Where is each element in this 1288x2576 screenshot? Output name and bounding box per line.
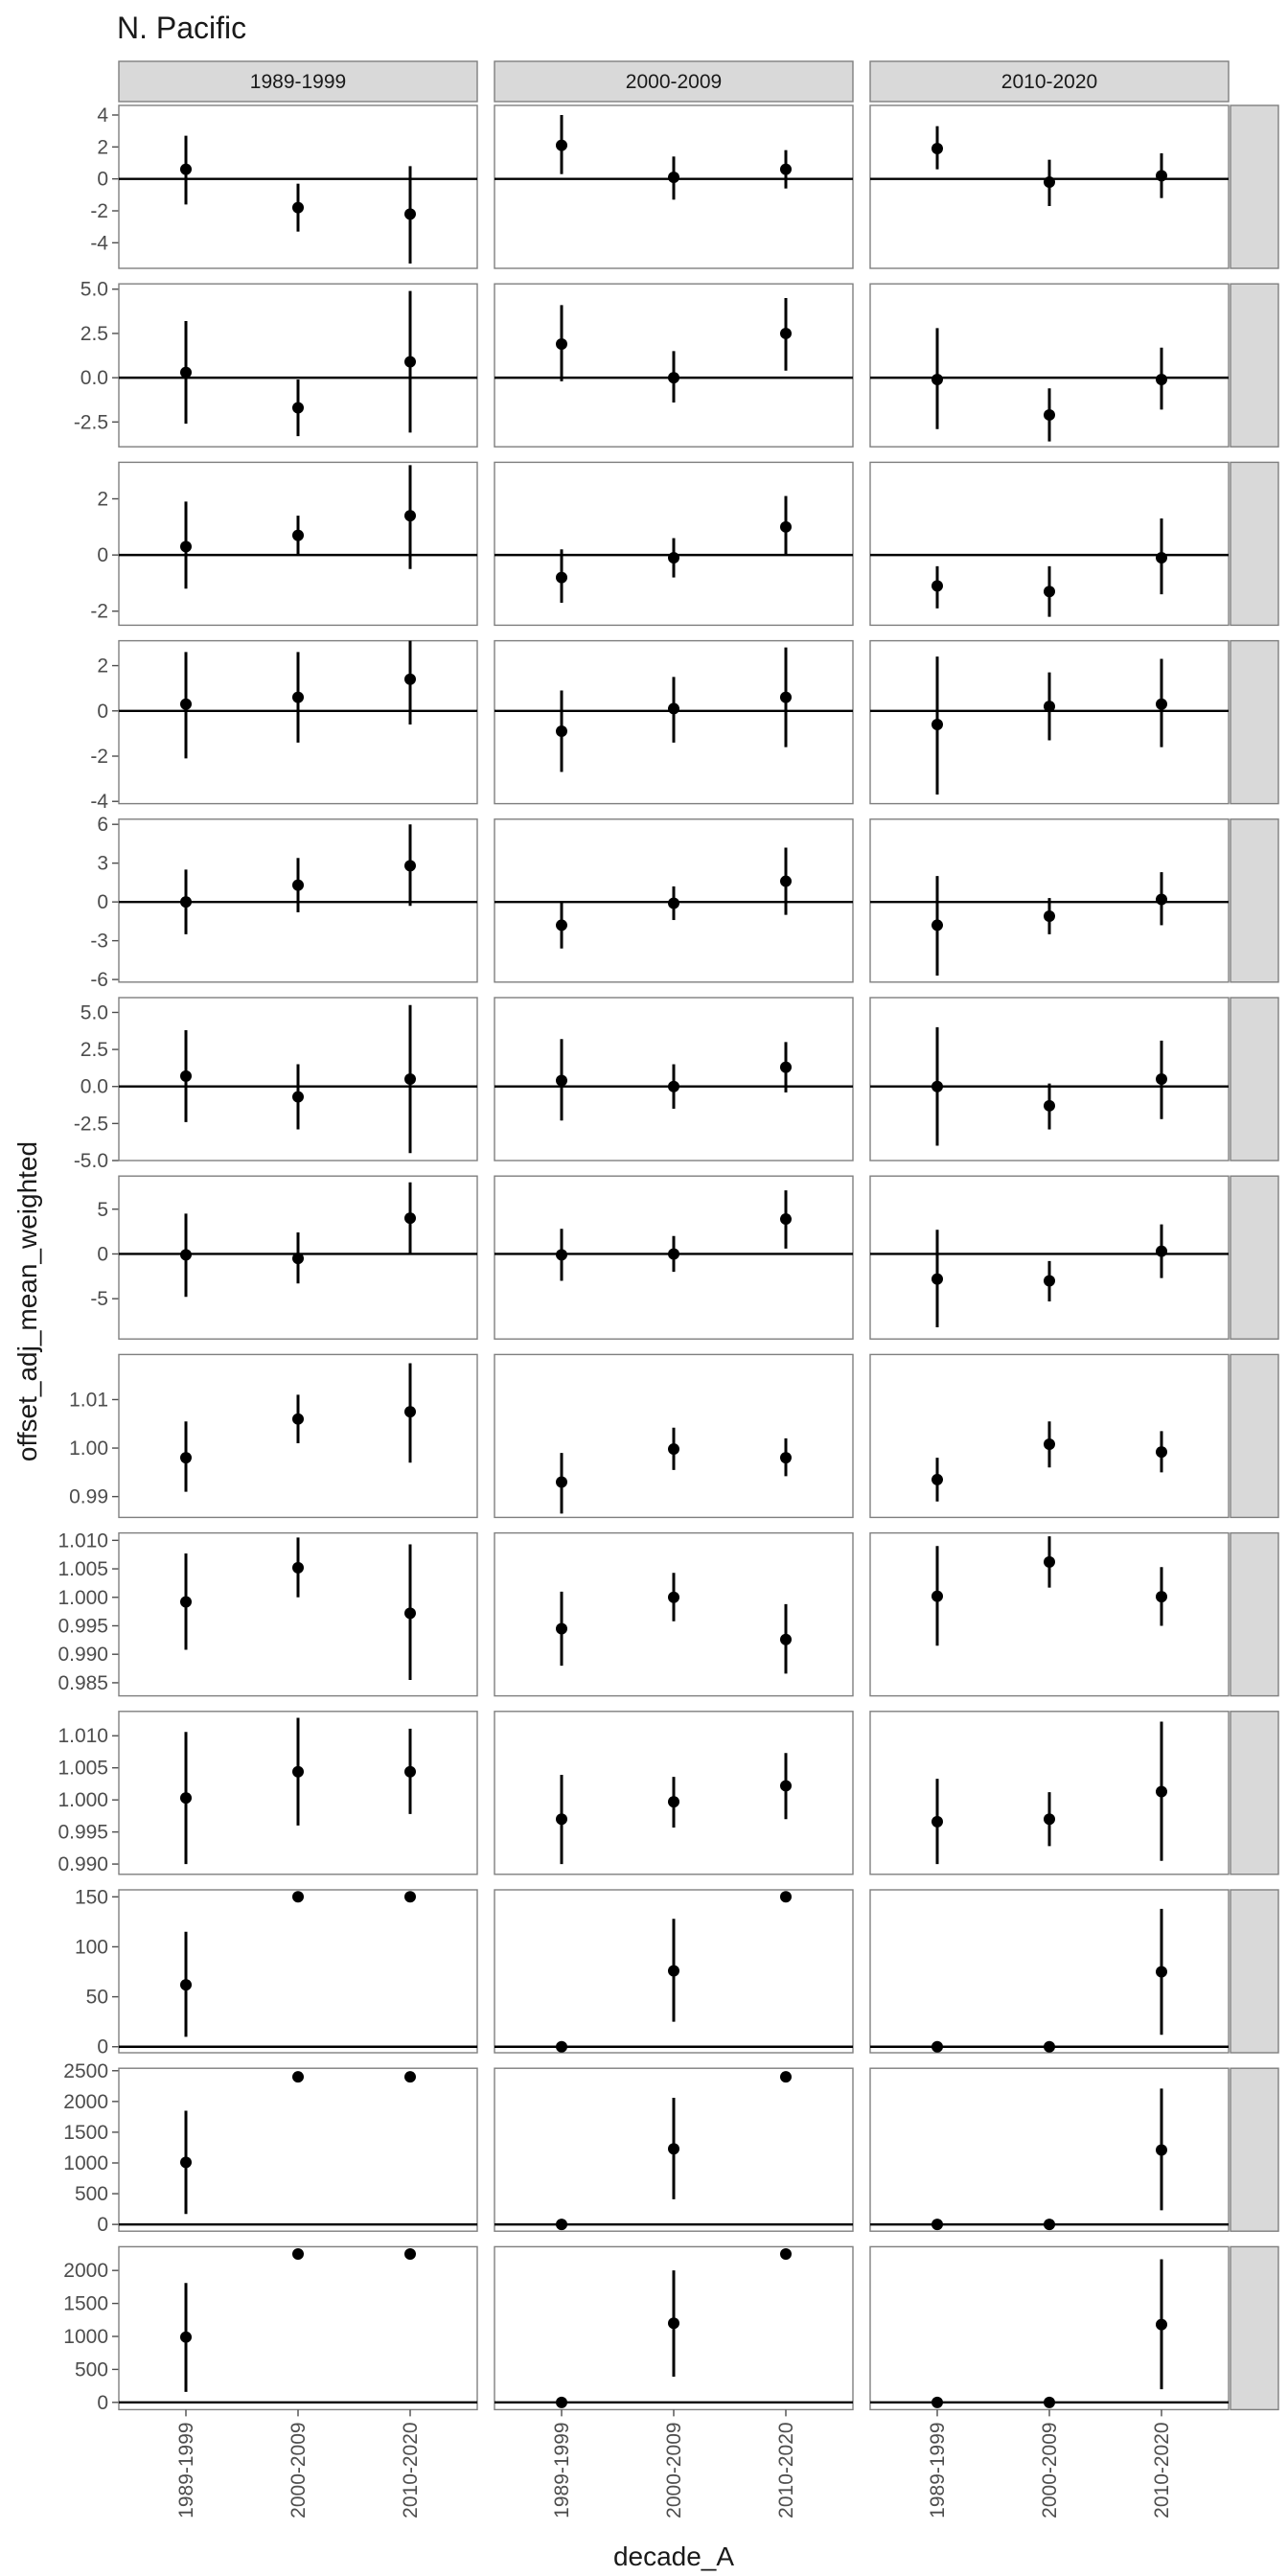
y-tick-label: 2500 <box>63 2059 108 2082</box>
col-strip-1 <box>119 61 477 102</box>
x-tick-label: 2010-2020 <box>400 2422 422 2518</box>
data-point-2010-2020 <box>780 164 792 175</box>
data-point-2010-2020 <box>404 2071 416 2082</box>
x-axis-title: decade_A <box>612 2542 735 2571</box>
data-point-2000-2009 <box>668 1796 679 1807</box>
data-point-1989-1999 <box>180 896 192 908</box>
y-tick-label: 0.99 <box>69 1485 108 1508</box>
data-point-1989-1999 <box>556 1249 567 1260</box>
col-strip-3 <box>870 61 1229 102</box>
panel-cstar_phosphate-2010-2020 <box>870 284 1229 447</box>
y-tick-label: 0 <box>97 2214 108 2237</box>
data-point-2000-2009 <box>668 897 679 908</box>
y-tick-label: 0.990 <box>58 1644 108 1667</box>
y-tick-label: 1.000 <box>58 1586 108 1609</box>
row-strip-bg <box>1230 819 1278 982</box>
data-point-2000-2009 <box>1044 2041 1055 2053</box>
data-point-2010-2020 <box>404 1073 416 1085</box>
y-tick-label: -3 <box>90 930 108 953</box>
data-point-1989-1999 <box>556 1075 567 1087</box>
row-strip-silicate <box>1230 1712 1278 1874</box>
data-point-1989-1999 <box>180 1979 192 1990</box>
data-point-1989-1999 <box>556 572 567 584</box>
row-strip-cstar_tco2 <box>1230 641 1278 804</box>
data-point-2010-2020 <box>404 674 416 685</box>
data-point-2010-2020 <box>1156 374 1167 385</box>
y-tick-label: 1.00 <box>69 1438 108 1460</box>
y-tick-label: 0.995 <box>58 1821 108 1844</box>
row-strip-tco2_mean <box>1230 2246 1278 2409</box>
panel-cstar_total_phosphate-1989-1999 <box>119 1176 477 1339</box>
y-tick-label: 3 <box>97 852 108 875</box>
data-point-2000-2009 <box>1044 2219 1055 2230</box>
y-tick-label: -5.0 <box>73 1150 108 1172</box>
y-tick-label: 1.010 <box>58 1725 108 1748</box>
data-point-1989-1999 <box>180 1452 192 1463</box>
row-strip-bg <box>1230 1354 1278 1517</box>
y-tick-label: 0 <box>97 700 108 723</box>
data-point-1989-1999 <box>932 2397 943 2408</box>
data-point-2010-2020 <box>780 1891 792 1902</box>
data-point-2010-2020 <box>404 356 416 368</box>
y-tick-label: 1.010 <box>58 1530 108 1552</box>
panel-cstar_total_nitrate-1989-1999 <box>119 998 477 1161</box>
x-tick-label: 2000-2009 <box>663 2422 685 2518</box>
data-point-2010-2020 <box>404 208 416 219</box>
data-point-1989-1999 <box>556 1813 567 1825</box>
data-point-2010-2020 <box>1156 1073 1167 1085</box>
y-tick-label: 0.990 <box>58 1853 108 1876</box>
data-point-1989-1999 <box>932 2041 943 2053</box>
data-point-1989-1999 <box>556 1622 567 1634</box>
data-point-1989-1999 <box>556 2219 567 2230</box>
data-point-2000-2009 <box>1044 1100 1055 1112</box>
panel-cstar_tco2-2000-2009 <box>494 641 853 804</box>
panel-background <box>119 1890 477 2053</box>
data-point-2000-2009 <box>292 530 304 541</box>
facet-row-cstar_total_nitrate <box>74 998 1278 1172</box>
row-strip-bg <box>1230 2246 1278 2409</box>
row-strip-bg <box>1230 284 1278 447</box>
data-point-2010-2020 <box>1156 552 1167 564</box>
data-point-2010-2020 <box>1156 2319 1167 2331</box>
data-point-2000-2009 <box>292 692 304 703</box>
y-tick-label: 2000 <box>63 2090 108 2113</box>
data-point-2010-2020 <box>780 328 792 339</box>
y-tick-label: 1500 <box>63 2292 108 2315</box>
data-point-1989-1999 <box>932 143 943 154</box>
row-strip-cstar_talk <box>1230 462 1278 625</box>
row-strip-bg <box>1230 1176 1278 1339</box>
data-point-2010-2020 <box>1156 1966 1167 1978</box>
data-point-2010-2020 <box>1156 170 1167 181</box>
y-tick-label: 2 <box>97 655 108 678</box>
data-point-2000-2009 <box>668 1965 679 1976</box>
data-point-1989-1999 <box>932 919 943 931</box>
row-strip-cstar_nitrate <box>1230 105 1278 268</box>
y-tick-label: -2 <box>90 200 108 222</box>
col-strip-label: 2000-2009 <box>625 71 723 93</box>
data-point-2000-2009 <box>292 1092 304 1103</box>
data-point-1989-1999 <box>556 140 567 151</box>
data-point-2000-2009 <box>668 702 679 714</box>
y-tick-label: 0.985 <box>58 1671 108 1694</box>
panel-background <box>870 1890 1229 2053</box>
data-point-2000-2009 <box>292 1414 304 1425</box>
y-tick-label: 0 <box>97 544 108 567</box>
data-point-1989-1999 <box>556 1476 567 1487</box>
panel-tco2_mean-2000-2009 <box>494 2246 853 2409</box>
data-point-2010-2020 <box>1156 1591 1167 1602</box>
data-point-1989-1999 <box>180 367 192 379</box>
row-strip-bg <box>1230 462 1278 625</box>
x-tick-label: 1989-1999 <box>927 2422 949 2518</box>
y-tick-label: -2.5 <box>73 1113 108 1136</box>
data-point-2000-2009 <box>1044 1438 1055 1450</box>
data-point-2010-2020 <box>780 1213 792 1225</box>
y-tick-label: 6 <box>97 814 108 837</box>
data-point-2010-2020 <box>1156 1785 1167 1797</box>
facet-row-talk_mean <box>63 2060 1278 2236</box>
data-point-2000-2009 <box>668 1443 679 1455</box>
data-point-2000-2009 <box>292 2248 304 2260</box>
data-point-2000-2009 <box>1044 1556 1055 1568</box>
y-tick-label: 0 <box>97 1243 108 1266</box>
data-point-2010-2020 <box>780 876 792 887</box>
y-tick-label: 500 <box>74 2358 108 2381</box>
y-tick-label: 2 <box>97 488 108 511</box>
y-tick-label: 0 <box>97 168 108 191</box>
panel-cstar_talk-2000-2009 <box>494 462 853 625</box>
data-point-1989-1999 <box>932 1274 943 1285</box>
x-tick-label: 1989-1999 <box>551 2422 573 2518</box>
data-point-2010-2020 <box>780 692 792 703</box>
y-tick-label: -2 <box>90 600 108 623</box>
y-tick-label: 0 <box>97 2391 108 2414</box>
y-tick-label: -2.5 <box>73 411 108 434</box>
data-point-2000-2009 <box>1044 586 1055 597</box>
panel-background <box>870 1176 1229 1339</box>
x-tick-label: 1989-1999 <box>175 2422 197 2518</box>
y-tick-label: 0.0 <box>80 1075 108 1098</box>
data-point-2010-2020 <box>1156 699 1167 710</box>
row-strip-phosphate <box>1230 1533 1278 1696</box>
data-point-2000-2009 <box>1044 1813 1055 1825</box>
data-point-2010-2020 <box>404 1891 416 1902</box>
panel-background <box>119 2246 477 2409</box>
col-strip-label: 2010-2020 <box>1000 71 1098 93</box>
data-point-2000-2009 <box>292 1562 304 1574</box>
panel-cstar_nitrate-2000-2009 <box>494 105 853 268</box>
panel-cstar_nitrate-1989-1999 <box>119 105 477 268</box>
panel-phosphate-1989-1999 <box>119 1533 477 2576</box>
data-point-1989-1999 <box>556 2397 567 2408</box>
data-point-1989-1999 <box>180 540 192 552</box>
panel-background <box>870 2068 1229 2231</box>
panel-cstar_talk-2010-2020 <box>870 462 1229 625</box>
data-point-1989-1999 <box>932 580 943 591</box>
col-strip-2 <box>494 61 853 102</box>
data-point-2010-2020 <box>780 1062 792 1073</box>
y-tick-label: 5.0 <box>80 1001 108 1024</box>
data-point-2000-2009 <box>1044 2397 1055 2408</box>
data-point-2000-2009 <box>292 1891 304 1902</box>
facet-row-cstar_tco2_talk <box>90 814 1278 991</box>
panel-cstar_nitrate-2010-2020 <box>870 105 1229 268</box>
y-axis-title: offset_adj_mean_weighted <box>12 1140 42 1462</box>
data-point-1989-1999 <box>180 1792 192 1804</box>
data-point-1989-1999 <box>932 1816 943 1828</box>
chart-title: N. Pacific <box>117 11 247 45</box>
data-point-1989-1999 <box>556 338 567 350</box>
y-tick-label: 150 <box>74 1886 108 1909</box>
y-tick-label: -4 <box>90 232 108 255</box>
y-tick-label: 2.5 <box>80 322 108 345</box>
panel-talk_mean-2000-2009 <box>494 2068 853 2231</box>
y-tick-label: 100 <box>74 1936 108 1959</box>
y-tick-label: 2 <box>97 136 108 159</box>
y-tick-label: 1000 <box>63 2151 108 2174</box>
panel-silicate_mean-2010-2020 <box>870 1890 1229 2053</box>
panel-tco2_mean-2010-2020 <box>870 2246 1229 2409</box>
x-axis-col-1 <box>175 2409 422 2518</box>
data-point-2010-2020 <box>780 521 792 533</box>
row-strip-bg <box>1230 1533 1278 1696</box>
y-tick-label: 1.005 <box>58 1558 108 1581</box>
data-point-2010-2020 <box>1156 1446 1167 1458</box>
data-point-1989-1999 <box>932 1474 943 1485</box>
data-point-1989-1999 <box>180 164 192 175</box>
y-tick-label: 1.000 <box>58 1789 108 1812</box>
panel-cstar_tco2-1989-1999 <box>119 636 477 804</box>
data-point-2000-2009 <box>668 372 679 383</box>
panel-cstar_phosphate-1989-1999 <box>119 284 477 447</box>
x-tick-label: 2010-2020 <box>1151 2422 1173 2518</box>
data-point-2000-2009 <box>668 2317 679 2329</box>
facet-grid <box>58 61 1278 2576</box>
row-strip-silicate_mean <box>1230 1890 1278 2053</box>
x-axis-col-3 <box>927 2409 1173 2518</box>
data-point-2000-2009 <box>668 2143 679 2154</box>
data-point-2010-2020 <box>780 1634 792 1645</box>
facet-row-silicate_mean <box>75 1886 1278 2058</box>
data-point-1989-1999 <box>932 719 943 730</box>
panel-cstar_total_phosphate-2010-2020 <box>870 1176 1229 1339</box>
data-point-2010-2020 <box>404 510 416 521</box>
row-strip-cstar_phosphate <box>1230 284 1278 447</box>
y-tick-label: 0.995 <box>58 1615 108 1638</box>
panel-background <box>870 998 1229 1161</box>
data-point-2010-2020 <box>404 860 416 871</box>
panel-talk_mean-1989-1999 <box>119 2068 477 2231</box>
panel-background <box>870 2246 1229 2409</box>
x-tick-label: 2000-2009 <box>288 2422 310 2518</box>
data-point-2010-2020 <box>780 2248 792 2260</box>
y-tick-label: 1000 <box>63 2326 108 2349</box>
data-point-1989-1999 <box>180 2332 192 2343</box>
row-strip-bg <box>1230 1890 1278 2053</box>
data-point-2000-2009 <box>292 402 304 414</box>
x-axis-col-2 <box>551 2409 797 2518</box>
panel-silicate_mean-2000-2009 <box>494 1890 853 2053</box>
data-point-1989-1999 <box>180 1070 192 1082</box>
panel-background <box>119 2068 477 2231</box>
y-tick-label: 0 <box>97 891 108 914</box>
y-tick-label: -5 <box>90 1288 108 1311</box>
row-strip-cstar_total_nitrate <box>1230 998 1278 1161</box>
data-point-2010-2020 <box>404 1766 416 1778</box>
row-strip-bg <box>1230 105 1278 268</box>
data-point-1989-1999 <box>932 1081 943 1092</box>
data-point-2010-2020 <box>404 2248 416 2260</box>
data-point-2000-2009 <box>1044 409 1055 421</box>
col-strip-label: 1989-1999 <box>249 71 347 93</box>
data-point-2000-2009 <box>1044 910 1055 922</box>
y-tick-label: 5.0 <box>80 278 108 301</box>
data-point-1989-1999 <box>556 2041 567 2053</box>
panel-phosphate-2000-2009 <box>494 1533 853 2576</box>
panel-cstar_tco2_talk-1989-1999 <box>119 819 477 982</box>
panel-cstar_phosphate-2000-2009 <box>494 284 853 447</box>
y-tick-label: 1500 <box>63 2121 108 2144</box>
data-point-2000-2009 <box>292 1766 304 1778</box>
y-tick-label: 1.005 <box>58 1757 108 1780</box>
panel-cstar_tco2_talk-2010-2020 <box>870 819 1229 982</box>
facet-row-tco2_mean <box>63 2246 1278 2413</box>
facet-row-cstar_tco2 <box>90 636 1278 813</box>
data-point-1989-1999 <box>932 2219 943 2230</box>
y-tick-label: -2 <box>90 746 108 769</box>
data-point-1989-1999 <box>180 699 192 710</box>
row-strip-nitrate <box>1230 1354 1278 1517</box>
data-point-2010-2020 <box>404 1607 416 1619</box>
data-point-2010-2020 <box>780 1780 792 1791</box>
row-strip-cstar_tco2_talk <box>1230 819 1278 982</box>
facet-row-cstar_nitrate <box>90 104 1278 268</box>
data-point-2010-2020 <box>780 1452 792 1463</box>
data-point-2000-2009 <box>668 1592 679 1603</box>
panel-cstar_total_nitrate-2010-2020 <box>870 998 1229 1161</box>
row-strip-bg <box>1230 1712 1278 1874</box>
data-point-1989-1999 <box>180 1597 192 1608</box>
data-point-1989-1999 <box>180 2156 192 2168</box>
y-tick-label: 500 <box>74 2183 108 2206</box>
data-point-2010-2020 <box>780 2071 792 2082</box>
data-point-2000-2009 <box>292 880 304 891</box>
data-point-1989-1999 <box>556 919 567 931</box>
data-point-2000-2009 <box>292 1253 304 1264</box>
panel-talk_mean-2010-2020 <box>870 2068 1229 2231</box>
data-point-1989-1999 <box>180 1249 192 1260</box>
data-point-2000-2009 <box>292 2071 304 2082</box>
panel-cstar_talk-1989-1999 <box>119 462 477 625</box>
x-tick-label: 2000-2009 <box>1039 2422 1061 2518</box>
data-point-2000-2009 <box>1044 1275 1055 1286</box>
data-point-2000-2009 <box>668 552 679 564</box>
facet-row-cstar_total_phosphate <box>90 1159 1278 1357</box>
panel-phosphate-2010-2020 <box>870 1533 1229 2576</box>
data-point-2000-2009 <box>668 1081 679 1092</box>
panel-cstar_tco2_talk-2000-2009 <box>494 819 853 982</box>
y-tick-label: 5 <box>97 1198 108 1221</box>
y-tick-label: 2000 <box>63 2260 108 2283</box>
data-point-1989-1999 <box>932 1591 943 1602</box>
facet-row-cstar_phosphate <box>74 279 1278 447</box>
data-point-2010-2020 <box>1156 893 1167 905</box>
row-strip-bg <box>1230 2068 1278 2231</box>
data-point-1989-1999 <box>556 725 567 737</box>
data-point-2010-2020 <box>404 1406 416 1417</box>
row-strip-bg <box>1230 998 1278 1161</box>
row-strip-talk_mean <box>1230 2068 1278 2231</box>
y-tick-label: 1.01 <box>69 1389 108 1412</box>
y-tick-label: 50 <box>85 1986 108 2009</box>
panel-silicate_mean-1989-1999 <box>119 1890 477 2053</box>
data-point-2000-2009 <box>1044 701 1055 712</box>
y-tick-label: 0.0 <box>80 367 108 390</box>
x-tick-label: 2010-2020 <box>775 2422 797 2518</box>
y-tick-label: 0 <box>97 2036 108 2058</box>
row-strip-cstar_total_phosphate <box>1230 1159 1278 1357</box>
data-point-2010-2020 <box>404 1212 416 1224</box>
data-point-2000-2009 <box>1044 176 1055 188</box>
y-tick-label: 2.5 <box>80 1039 108 1062</box>
panel-cstar_total_nitrate-2000-2009 <box>494 998 853 1161</box>
y-tick-label: -6 <box>90 969 108 992</box>
data-point-2010-2020 <box>1156 2145 1167 2156</box>
y-tick-label: 4 <box>97 104 108 126</box>
panel-tco2_mean-1989-1999 <box>119 2246 477 2409</box>
data-point-2000-2009 <box>292 202 304 214</box>
data-point-2010-2020 <box>1156 1246 1167 1257</box>
data-point-2000-2009 <box>668 1248 679 1259</box>
facet-row-cstar_talk <box>90 462 1278 625</box>
panel-cstar_total_phosphate-2000-2009 <box>494 1176 853 1339</box>
y-tick-label: -4 <box>90 791 108 814</box>
panel-cstar_tco2-2010-2020 <box>870 641 1229 804</box>
data-point-1989-1999 <box>932 374 943 385</box>
data-point-2000-2009 <box>668 172 679 183</box>
row-strip-bg <box>1230 641 1278 804</box>
